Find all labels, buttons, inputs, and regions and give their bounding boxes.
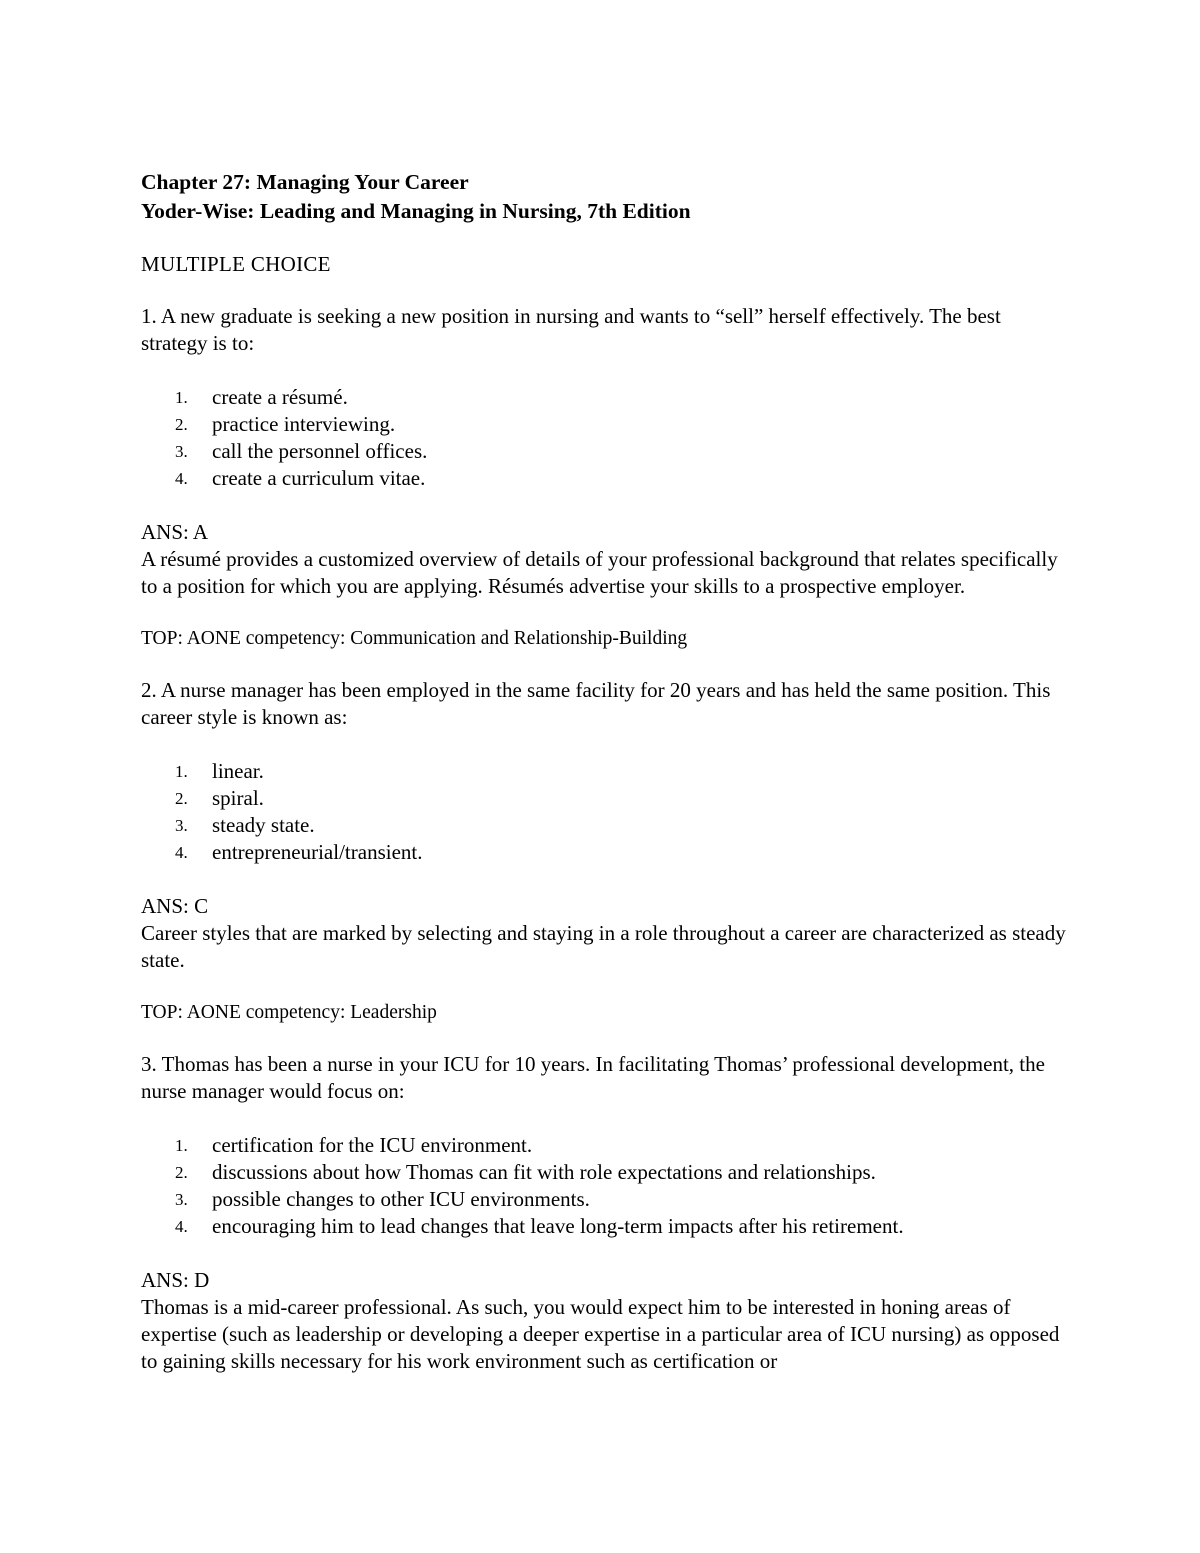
choice-number: 1. [175, 1136, 188, 1155]
choice-item [141, 1159, 1071, 1186]
choice-item [141, 465, 1071, 492]
choice-number: 3. [175, 816, 188, 835]
question-stem: 2. A nurse manager has been employed in the same facility for 20 years and has held the same position. This career style is known as: [141, 678, 1051, 729]
choice-text: call the personnel offices. [212, 439, 428, 463]
question-stem: 3. Thomas has been a nurse in your ICU for 10 years. In facilitating Thomas’ professional development, the nurse manager would focus on: [141, 1052, 1045, 1103]
choice-item [141, 384, 1071, 411]
rationale-text: Thomas is a mid-career professional. As such, you would expect him to be interested in honing areas of expertise (such as leadership or developing a deeper expertise in a particular area of ICU nursing) as opposed to gaining skills necessary for his work environment such as certification or [141, 1295, 1060, 1373]
question-stem: 1. A new graduate is seeking a new position in nursing and wants to “sell” herself effectively. The best strategy is to: [141, 304, 1001, 355]
choice-number: 1. [175, 388, 188, 407]
choice-list [141, 1132, 1071, 1240]
rationale-text: A résumé provides a customized overview of details of your professional background that relates specifically to a position for which you are applying. Résumés advertise your skills to a prospective employer. [141, 547, 1058, 598]
choice-number: 2. [175, 1163, 188, 1182]
choice-item [141, 438, 1071, 465]
choice-number: 2. [175, 415, 188, 434]
choice-number: 1. [175, 762, 188, 781]
choice-number: 3. [175, 442, 188, 461]
choice-item [141, 411, 1071, 438]
choice-text: entrepreneurial/transient. [212, 840, 423, 864]
choice-list [141, 384, 1071, 492]
choice-number: 4. [175, 843, 188, 862]
choice-text: create a curriculum vitae. [212, 466, 426, 490]
topic-label: TOP: AONE competency: Leadership [141, 1002, 437, 1023]
choice-number: 2. [175, 789, 188, 808]
answer-label: ANS: C [141, 894, 209, 918]
choice-item [141, 1213, 1071, 1240]
choice-number: 4. [175, 1217, 188, 1236]
choice-number: 4. [175, 469, 188, 488]
choice-list [141, 758, 1071, 866]
choice-text: encouraging him to lead changes that leave long-term impacts after his retirement. [212, 1214, 904, 1238]
choice-item [141, 758, 1071, 785]
choice-number: 3. [175, 1190, 188, 1209]
choice-text: create a résumé. [212, 385, 348, 409]
choice-text: linear. [212, 759, 264, 783]
question-2 [141, 677, 1071, 1026]
choice-item [141, 1186, 1071, 1213]
question-1 [141, 303, 1071, 652]
choice-text: practice interviewing. [212, 412, 396, 436]
section-label: MULTIPLE CHOICE [141, 252, 331, 276]
choice-text: possible changes to other ICU environments. [212, 1187, 590, 1211]
choice-text: spiral. [212, 786, 264, 810]
choice-item [141, 785, 1071, 812]
document-page [141, 168, 1071, 1375]
rationale-text: Career styles that are marked by selecting and staying in a role throughout a career are characterized as steady state. [141, 921, 1066, 972]
choice-text: discussions about how Thomas can fit with role expectations and relationships. [212, 1160, 876, 1184]
answer-label: ANS: D [141, 1268, 210, 1292]
chapter-title: Chapter 27: Managing Your Career [141, 170, 469, 194]
choice-item [141, 839, 1071, 866]
topic-label: TOP: AONE competency: Communication and Relationship-Building [141, 628, 688, 649]
choice-text: certification for the ICU environment. [212, 1133, 533, 1157]
question-3 [141, 1051, 1071, 1375]
choice-item [141, 812, 1071, 839]
book-title: Yoder-Wise: Leading and Managing in Nursing, 7th Edition [141, 199, 691, 223]
choice-text: steady state. [212, 813, 315, 837]
choice-item [141, 1132, 1071, 1159]
answer-label: ANS: A [141, 520, 209, 544]
